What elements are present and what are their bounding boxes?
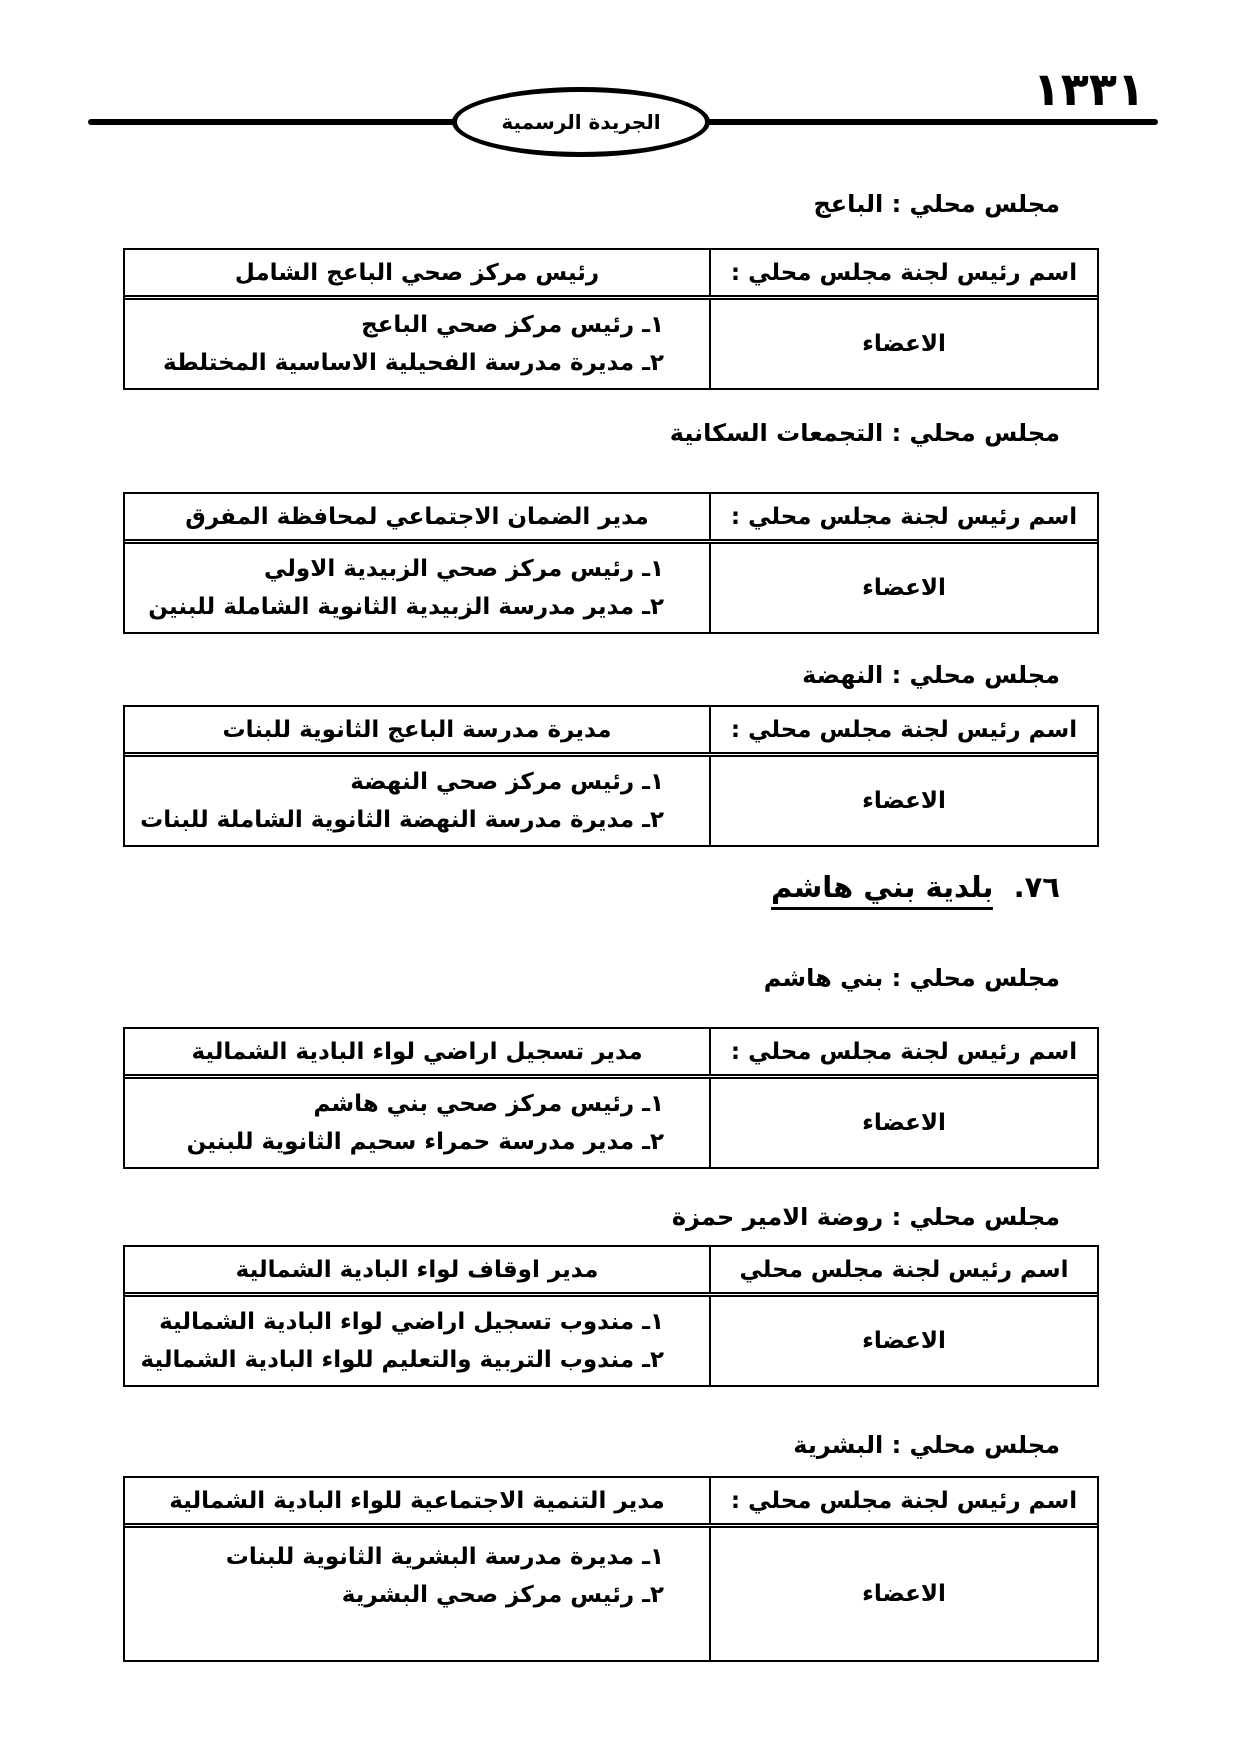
table-row xyxy=(125,544,1097,632)
members-list-cell xyxy=(125,544,709,632)
chair-label-cell: اسم رئيس لجنة مجلس محلي xyxy=(709,1247,1097,1292)
members-list-cell xyxy=(125,1079,709,1167)
chair-value-cell: رئيس مركز صحي الباعج الشامل xyxy=(234,259,600,286)
section-heading-bushriya: مجلس محلي : البشرية xyxy=(793,1431,1060,1459)
chair-value-cell: مدير الضمان الاجتماعي لمحافظة المفرق xyxy=(185,503,649,530)
member-item: ١ـ رئيس مركز صحي النهضة xyxy=(350,769,664,795)
members-label-cell: الاعضاء xyxy=(709,1079,1097,1167)
chair-label-cell: اسم رئيس لجنة مجلس محلي : xyxy=(709,494,1097,539)
section-heading-nahda: مجلس محلي : النهضة xyxy=(802,661,1060,689)
member-item: ١ـ مديرة مدرسة البشرية الثانوية للبنات xyxy=(225,1544,664,1570)
table-row xyxy=(125,1297,1097,1385)
section-heading-rawdat-alamir-hamza: مجلس محلي : روضة الامير حمزة xyxy=(671,1203,1060,1231)
section-heading-baaj: مجلس محلي : الباعج xyxy=(813,190,1060,218)
table-row xyxy=(125,707,1097,757)
members-list-cell xyxy=(125,1528,709,1660)
table-row xyxy=(125,1079,1097,1167)
members-label-cell: الاعضاء xyxy=(709,300,1097,388)
council-table-nahda xyxy=(123,705,1099,847)
members-label-cell: الاعضاء xyxy=(709,544,1097,632)
table-row xyxy=(125,250,1097,300)
chair-value-cell: مدير اوقاف لواء البادية الشمالية xyxy=(235,1256,599,1283)
members-label-cell: الاعضاء xyxy=(709,757,1097,845)
table-row xyxy=(125,757,1097,845)
chair-value-cell: مدير التنمية الاجتماعية للواء البادية الشمالية xyxy=(169,1487,665,1514)
member-item: ٢ـ مندوب التربية والتعليم للواء البادية الشمالية xyxy=(140,1347,664,1373)
council-table-bani-hashem xyxy=(123,1027,1099,1169)
member-item: ١ـ رئيس مركز صحي الباعج xyxy=(361,312,664,338)
member-item: ٢ـ رئيس مركز صحي البشرية xyxy=(341,1582,664,1608)
table-row xyxy=(125,1528,1097,1660)
chair-label-cell: اسم رئيس لجنة مجلس محلي : xyxy=(709,707,1097,752)
council-table-tajammuat xyxy=(123,492,1099,634)
members-list-cell xyxy=(125,757,709,845)
table-row xyxy=(125,1478,1097,1528)
section-heading-bani-hashem: مجلس محلي : بني هاشم xyxy=(763,964,1060,992)
table-row xyxy=(125,1029,1097,1079)
municipality-name: بلدية بني هاشم xyxy=(771,870,993,910)
member-item: ٢ـ مديرة مدرسة الفحيلية الاساسية المختلطة xyxy=(163,350,664,376)
member-item: ١ـ مندوب تسجيل اراضي لواء البادية الشمالية xyxy=(159,1309,664,1335)
table-row xyxy=(125,300,1097,388)
chair-label-cell: اسم رئيس لجنة مجلس محلي : xyxy=(709,250,1097,295)
municipality-heading xyxy=(0,867,1060,907)
members-label-cell: الاعضاء xyxy=(709,1528,1097,1660)
chair-label-cell: اسم رئيس لجنة مجلس محلي : xyxy=(709,1029,1097,1074)
council-table-baaj xyxy=(123,248,1099,390)
member-item: ٢ـ مديرة مدرسة النهضة الثانوية الشاملة للبنات xyxy=(140,807,664,833)
members-list-cell xyxy=(125,1297,709,1385)
chair-label-cell: اسم رئيس لجنة مجلس محلي : xyxy=(709,1478,1097,1523)
page-number: ١٣٣١ xyxy=(1032,62,1145,116)
member-item: ١ـ رئيس مركز صحي بني هاشم xyxy=(313,1091,664,1117)
table-row xyxy=(125,494,1097,544)
council-table-rawdat-alamir-hamza xyxy=(123,1245,1099,1387)
municipality-number: ٧٦. xyxy=(1013,870,1060,904)
members-list-cell xyxy=(125,300,709,388)
council-table-bushriya xyxy=(123,1476,1099,1662)
member-item: ١ـ رئيس مركز صحي الزبيدية الاولي xyxy=(264,556,664,582)
section-heading-tajammuat: مجلس محلي : التجمعات السكانية xyxy=(669,419,1060,447)
gazette-badge-label: الجريدة الرسمية xyxy=(501,110,661,134)
member-item: ٢ـ مدير مدرسة حمراء سحيم الثانوية للبنين xyxy=(186,1129,664,1155)
chair-value-cell: مديرة مدرسة الباعج الثانوية للبنات xyxy=(222,716,612,743)
members-label-cell: الاعضاء xyxy=(709,1297,1097,1385)
member-item: ٢ـ مدير مدرسة الزبيدية الثانوية الشاملة للبنين xyxy=(148,594,664,620)
table-row xyxy=(125,1247,1097,1297)
chair-value-cell: مدير تسجيل اراضي لواء البادية الشمالية xyxy=(191,1038,643,1065)
